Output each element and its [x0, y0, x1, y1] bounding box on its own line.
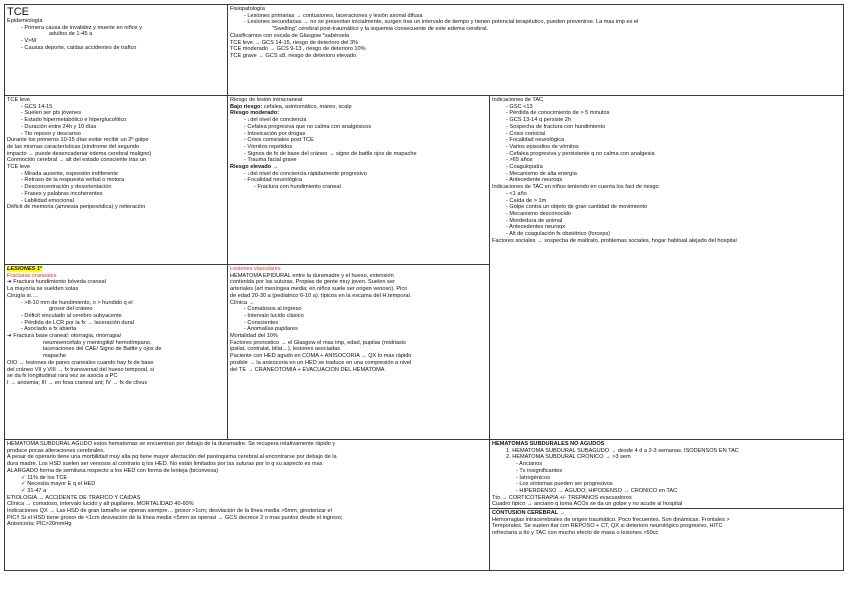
elevado-line: - Fractura con hundimiento craneal: [254, 184, 341, 191]
subdural-line: ✓ 31-47 a: [21, 487, 47, 494]
moderado-line: - Signos de fx de base del cráneo → signo de battle ojos de mapache: [244, 150, 417, 157]
tac-heading: Indicaciones de TAC: [492, 97, 544, 103]
subdural-line: Clínica → comatoso, intervalo lucido y alt pupilares. MORTALIDAD 40-60%: [7, 501, 194, 508]
lesiones-heading-row: [7, 266, 225, 273]
lesiones-line: grosor del cráneo: [49, 306, 93, 313]
vasc-line: arteriales (art meníngea media; en niños suele ser origen venoso). Pico: [230, 286, 408, 293]
vasc-line: contenida por las suturas. Propias de gente muy joven. Suelen ser: [230, 279, 395, 286]
lesiones-line: - >8-10 mm de hundimiento, o > hundido q el: [21, 299, 133, 306]
elevado-line: - ↓del nivel de conciencia rápidamente progresivo: [244, 170, 367, 177]
vasc-line: posible → la anisocoria en un HED se traduce en una compresión a nivel: [230, 359, 412, 366]
subdural-line: ALARGADO forma de semiluna respecto a los HED con forma de lenteja (biconvexa): [7, 467, 219, 474]
lesiones-line: - Pérdida de LCR por la fx → laceración dural: [21, 319, 134, 326]
tac-line: - Mecanismo de alta energía: [506, 170, 577, 177]
contusion-line: Temporales. Se suelen ttar con REPOSO + CT, QX si deterioro neurológico progresivo, HITC: [492, 523, 723, 530]
tac-line: - GSC <13: [506, 103, 533, 110]
tac-line: - Cefalea progresiva y persistente q no calma con analgesia: [506, 150, 655, 157]
contusion-heading: CONTUSION CEREBRAL →: [492, 510, 566, 516]
fracturas-subheading: Fracturas craneales: [7, 272, 57, 279]
vasc-line: - Conscientes: [244, 319, 279, 326]
tac-line: - Varios episodios de vómitos: [506, 143, 579, 150]
leve-line: - Mirada ausente, expresión indiferente: [21, 170, 119, 177]
fisio-line: - Lesiones secundarias → no se presentan inicialmente, surgen tras un intervalo de tiempo y tienen potencial terapéutico, pueden prevenirse. La mas imp es el: [244, 19, 639, 26]
tac-line: - Coagulopatía: [506, 164, 543, 171]
fisio-line: "Swelling" cerebral post-traumático y la isquemia consecuente de este edema cerebral.: [272, 26, 489, 33]
tce-leve-cell: [4, 95, 228, 265]
leve-line: - Tto reposo y descanso: [21, 130, 81, 137]
fisio-line: TCE grave → GCS ≤8, riesgo de deterioro elevado: [230, 52, 357, 59]
riesgo-elevado-label: Riesgo elevado →: [230, 164, 279, 171]
moderado-line: - ↓del nivel de conciencia: [244, 117, 307, 124]
noagudos-line: - Tx insignificantes: [516, 467, 563, 474]
vasc-line: - Comatosos al ingreso: [244, 306, 302, 313]
subdural-line: Anisocoria; PIC>20mmHg: [7, 521, 72, 528]
lesiones-line: mapache: [43, 353, 67, 360]
moderado-line: - Trauma facial grave: [244, 157, 297, 164]
tac-ninos-line: - <1 año: [506, 190, 527, 197]
leve-line: impacto → puede desencadenar edema cerebral maligno): [7, 150, 152, 157]
epidemiology-heading: Epidemiología: [7, 18, 43, 24]
leve-line: de las mismas características (síndrome del segundo: [7, 143, 140, 150]
noagudos-line: - Iatrogénicos: [516, 474, 550, 481]
lesiones-line: OIO → lesiones de pares craneales cuando hay fx de base: [7, 359, 154, 366]
subdural-line: produce pocas alteraciones cerebrales.: [7, 447, 105, 454]
noagudos-heading: HEMATOMAS SUBDURALES NO AGUDOS: [492, 441, 605, 447]
lesiones-line: ➜ Fractura base craneal: otorragia, rinorragia/: [7, 333, 122, 340]
moderado-line: - Cefalea progresiva que no calma con analgésicos: [244, 123, 372, 130]
contusion-cell: [489, 508, 844, 571]
noagudos-line: 1. HEMATOMA SUBDURAL SUBAGUDO → desde 4 d a 2-3 semanas. ISODENSOS EN TAC: [506, 447, 739, 454]
noagudos-line: - Los síntomas pueden ser progresivos: [516, 481, 613, 488]
vasc-line: de edad 20-30 a (pediatrico 6-10 a). típicos en la escama del H.temporal.: [230, 292, 412, 299]
leve-line: TCE leve: [7, 164, 31, 171]
vasculares-heading: Lesiones vasculares: [230, 266, 281, 272]
vasc-line: - Anomalías pupilares: [244, 326, 298, 333]
tac-ninos-line: - Mecanismo desconocido: [506, 210, 571, 217]
moderado-line: - Intoxicación por drogas: [244, 130, 306, 137]
vasc-line: Mortalidad del 10%: [230, 333, 278, 340]
tac-line: - GCS 13-14 q persiste 2h: [506, 117, 571, 124]
noagudos-line: Tto → CORTICOTERAPIA +/- TREPANOS evacuadores: [492, 494, 632, 501]
lesiones-line: se da fx longitudinal rara vez se asocia a PC: [7, 373, 118, 380]
lesiones-line: - Déficit vinculado al cerebro subyacente: [21, 312, 122, 319]
epi-line: - V>M: [21, 38, 37, 45]
tac-ninos-line: - Caída de > 1m: [506, 197, 547, 204]
moderado-line: - Vómitos repetidos: [244, 143, 293, 150]
leve-line: - Desconcentración y desorientación: [21, 184, 112, 191]
subdural-line: ETIOLOGIA → ACCIDENTE DE TRAFICO Y CAIDAS: [7, 494, 141, 501]
riesgo-bajo-text: cefalea, asintomático, mareo, scalp: [262, 103, 352, 110]
subdural-line: A pesar de operarlo tiene una morbilidad muy alta pq tiene mayor afectación del parénquima cerebral al encontrarse por debajo de la: [7, 454, 337, 461]
noagudos-line: 2. HEMATOMA SUBDURAL CRONICO → >3 sem: [506, 454, 631, 461]
lesiones-line: Cirugía si….: [7, 292, 38, 299]
epi-line: adultos de 1-45 a: [49, 31, 93, 38]
tce-title: TCE: [7, 6, 29, 18]
tac-ninos-line: - Alt de coagulación fx obstétrico (forceps): [506, 231, 611, 238]
leve-line: - GCS 14-15: [21, 103, 53, 110]
tac-line: - Pérdida de conocimiento de > 5 minutos: [506, 110, 610, 117]
tac-ninos-line: - Antecedentes neuroqx: [506, 224, 566, 231]
vasc-line: HEMATOMA EPIDURAL entre la duramadre y el hueso, extensión: [230, 272, 394, 279]
epi-line: - Causas deporte, caídas accidentes de trafico: [21, 44, 137, 51]
subdural-line: ✓ 11% de los TCE: [21, 474, 68, 481]
tac-line: - Sospecha de fractura con hundimiento: [506, 123, 606, 130]
leve-line: - Frases y palabras incoherentes: [21, 190, 103, 197]
leve-line: - Labilidad emocional: [21, 197, 74, 204]
subdural-no-agudos-cell: [489, 439, 844, 509]
tac-ninos-line: - Golpe contra un objeto de gran cantidad de movimiento: [506, 204, 648, 211]
leve-line: - Suelen ser pts jóvenes: [21, 110, 82, 117]
lesiones-line: La mayoría se suelden solas: [7, 286, 79, 293]
riesgo-moderado-label: Riesgo moderado:: [230, 110, 280, 117]
tac-social: Factores sociales → sospecha de maltrato, problemas sociales, hogar habitual alejado del hospital: [492, 237, 737, 244]
riesgo-bajo: [230, 104, 487, 111]
lesiones-line: - Asociado a fx abierta: [21, 326, 77, 333]
noagudos-line: - Ancianos: [516, 461, 543, 468]
riesgo-heading: Riesgo de lesión intracraneal: [230, 97, 303, 103]
vasculares-cell: [227, 264, 490, 440]
tac-line: - Antecedente neuroqx: [506, 177, 563, 184]
lesiones-line: I → anosmia; III → en fosa craneal ant; IV → fx de clivus: [7, 379, 148, 386]
lesiones-heading: LESIONES 1º: [7, 266, 42, 272]
tce-epidemiology-cell: [4, 4, 228, 96]
riesgo-bajo-label: Bajo riesgo:: [230, 103, 263, 110]
elevado-line: - Focalidad neurológica: [244, 177, 303, 184]
moderado-line: - Crisis comiciales post TCE: [244, 137, 314, 144]
lesiones-line: neumoencefalo y meningitid/ hemotímpano,: [43, 339, 152, 346]
vasc-line: Clínica →: [230, 299, 255, 306]
subdural-line: HEMATOMA SUBDURAL AGUDO estos hematomas se encuentran por debajo de la duramadre. Se recupera relativamente rápido y: [7, 441, 336, 447]
tac-ninos-line: - Mordedura de animal: [506, 217, 563, 224]
fisio-heading: Fisiopatología: [230, 6, 265, 12]
fisio-line: - Lesiones primarias → contusiones, laceraciones y lesión axonal difusa: [244, 12, 423, 19]
contusion-line: Hemorragias intracerebrales de origen traumático. Poco frecuentes. Son dinámicas. Frontales >: [492, 516, 730, 523]
vasc-line: del TE → CRANEOTOMIA + EVACUACION DEL HEMATOMA: [230, 366, 385, 373]
subdural-line: ✓ Necesita mayor E q el HED: [21, 481, 96, 488]
subdural-line: PIC!! Si el HSD tiene grosor de <1cm desviación de la línea media <5mm se operasi → GCS decrece 2 o mas puntos desde el ingreso;: [7, 514, 343, 521]
fisio-line: Clasificamos con escala de Glasgow *sabérsela: [230, 32, 350, 39]
tac-line: - Focalidad neurológica: [506, 137, 565, 144]
vasc-line: Paciente con HED agudo en COMA + ANISOCORIA → QX lo mas rápido: [230, 353, 412, 360]
lesiones-cell: [4, 264, 228, 440]
epi-line: - Primera causa de invalidez y muerte en niños y: [21, 24, 142, 31]
vasc-line: Factores pronostico → el Glasgow el mas imp, edad, pupilas (midriasis: [230, 339, 406, 346]
tac-line: - Crisis comicial: [506, 130, 546, 137]
leve-line: Déficit de memoria (amnesia peripesódica) y reiteración: [7, 204, 146, 211]
tac-indications-cell: [489, 95, 844, 440]
subdural-line: dura madre. Los HSD suelen ser venosos al contrario q los HED. No están limitados por las suturas por lo q su aspecto es mas: [7, 461, 323, 468]
riesgo-cell: [227, 95, 490, 265]
subdural-agudo-cell: [4, 439, 490, 571]
fisio-line: TCE leve → GCS 14-15, riesgo de deterioro del 3%: [230, 39, 359, 46]
leve-line: - Retraso de la respuesta verbal o motora: [21, 177, 125, 184]
vasc-line: ipsilat, contralat, bilat…), lesiones asociadas: [230, 346, 341, 353]
noagudos-line: Cuadro típico → anciano q toma ACOs se da un golpe y no acude al hospital: [492, 501, 683, 508]
leve-line: Durante los primeros 10-15 días evitar recibir un 2º golpe: [7, 137, 149, 144]
tac-ninos-heading: Indicaciones de TAC en niños teniendo en cuenta los fact de riesgo: [492, 184, 659, 191]
lesiones-line: laceraciones del CAE/ Signo de Battle y ojos de: [43, 346, 162, 353]
leve-line: - Duración entre 24h y 10 días: [21, 123, 97, 130]
noagudos-line: - HIPERDENSO → AGUDO; HIPODENSO → CRONICO en TAC: [516, 487, 678, 494]
lesiones-line: ➜ Fractura hundimiento bóveda craneal: [7, 279, 106, 286]
leve-line: Conmoción cerebral → alt del estado consciente tras un: [7, 157, 146, 164]
lesiones-line: del cráneo VII y VIII → fx transversal del hueso temporal, si: [7, 366, 155, 373]
leve-heading: TCE leve: [7, 97, 31, 103]
tac-line: - >65 años: [506, 157, 533, 164]
vasc-line: - Intervalo lucido clásico: [244, 312, 304, 319]
fisio-line: TCE moderado → GCS 9-13 , riesgo de deterioro 10%: [230, 46, 366, 53]
subdural-line: Indicaciones QX → Las HSD de gran tamaño se operan siempre… grosor >1cm; desviación de la línea media >5mm, ginotorizar el: [7, 508, 332, 515]
contusion-line: refrectaria a tto y TAC con mucho efecto de masa o lesiones >50cc: [492, 530, 659, 537]
fisiopatologia-cell: [227, 4, 844, 96]
leve-line: - Estado hipermetabólico e hiperglucolítico: [21, 117, 127, 124]
